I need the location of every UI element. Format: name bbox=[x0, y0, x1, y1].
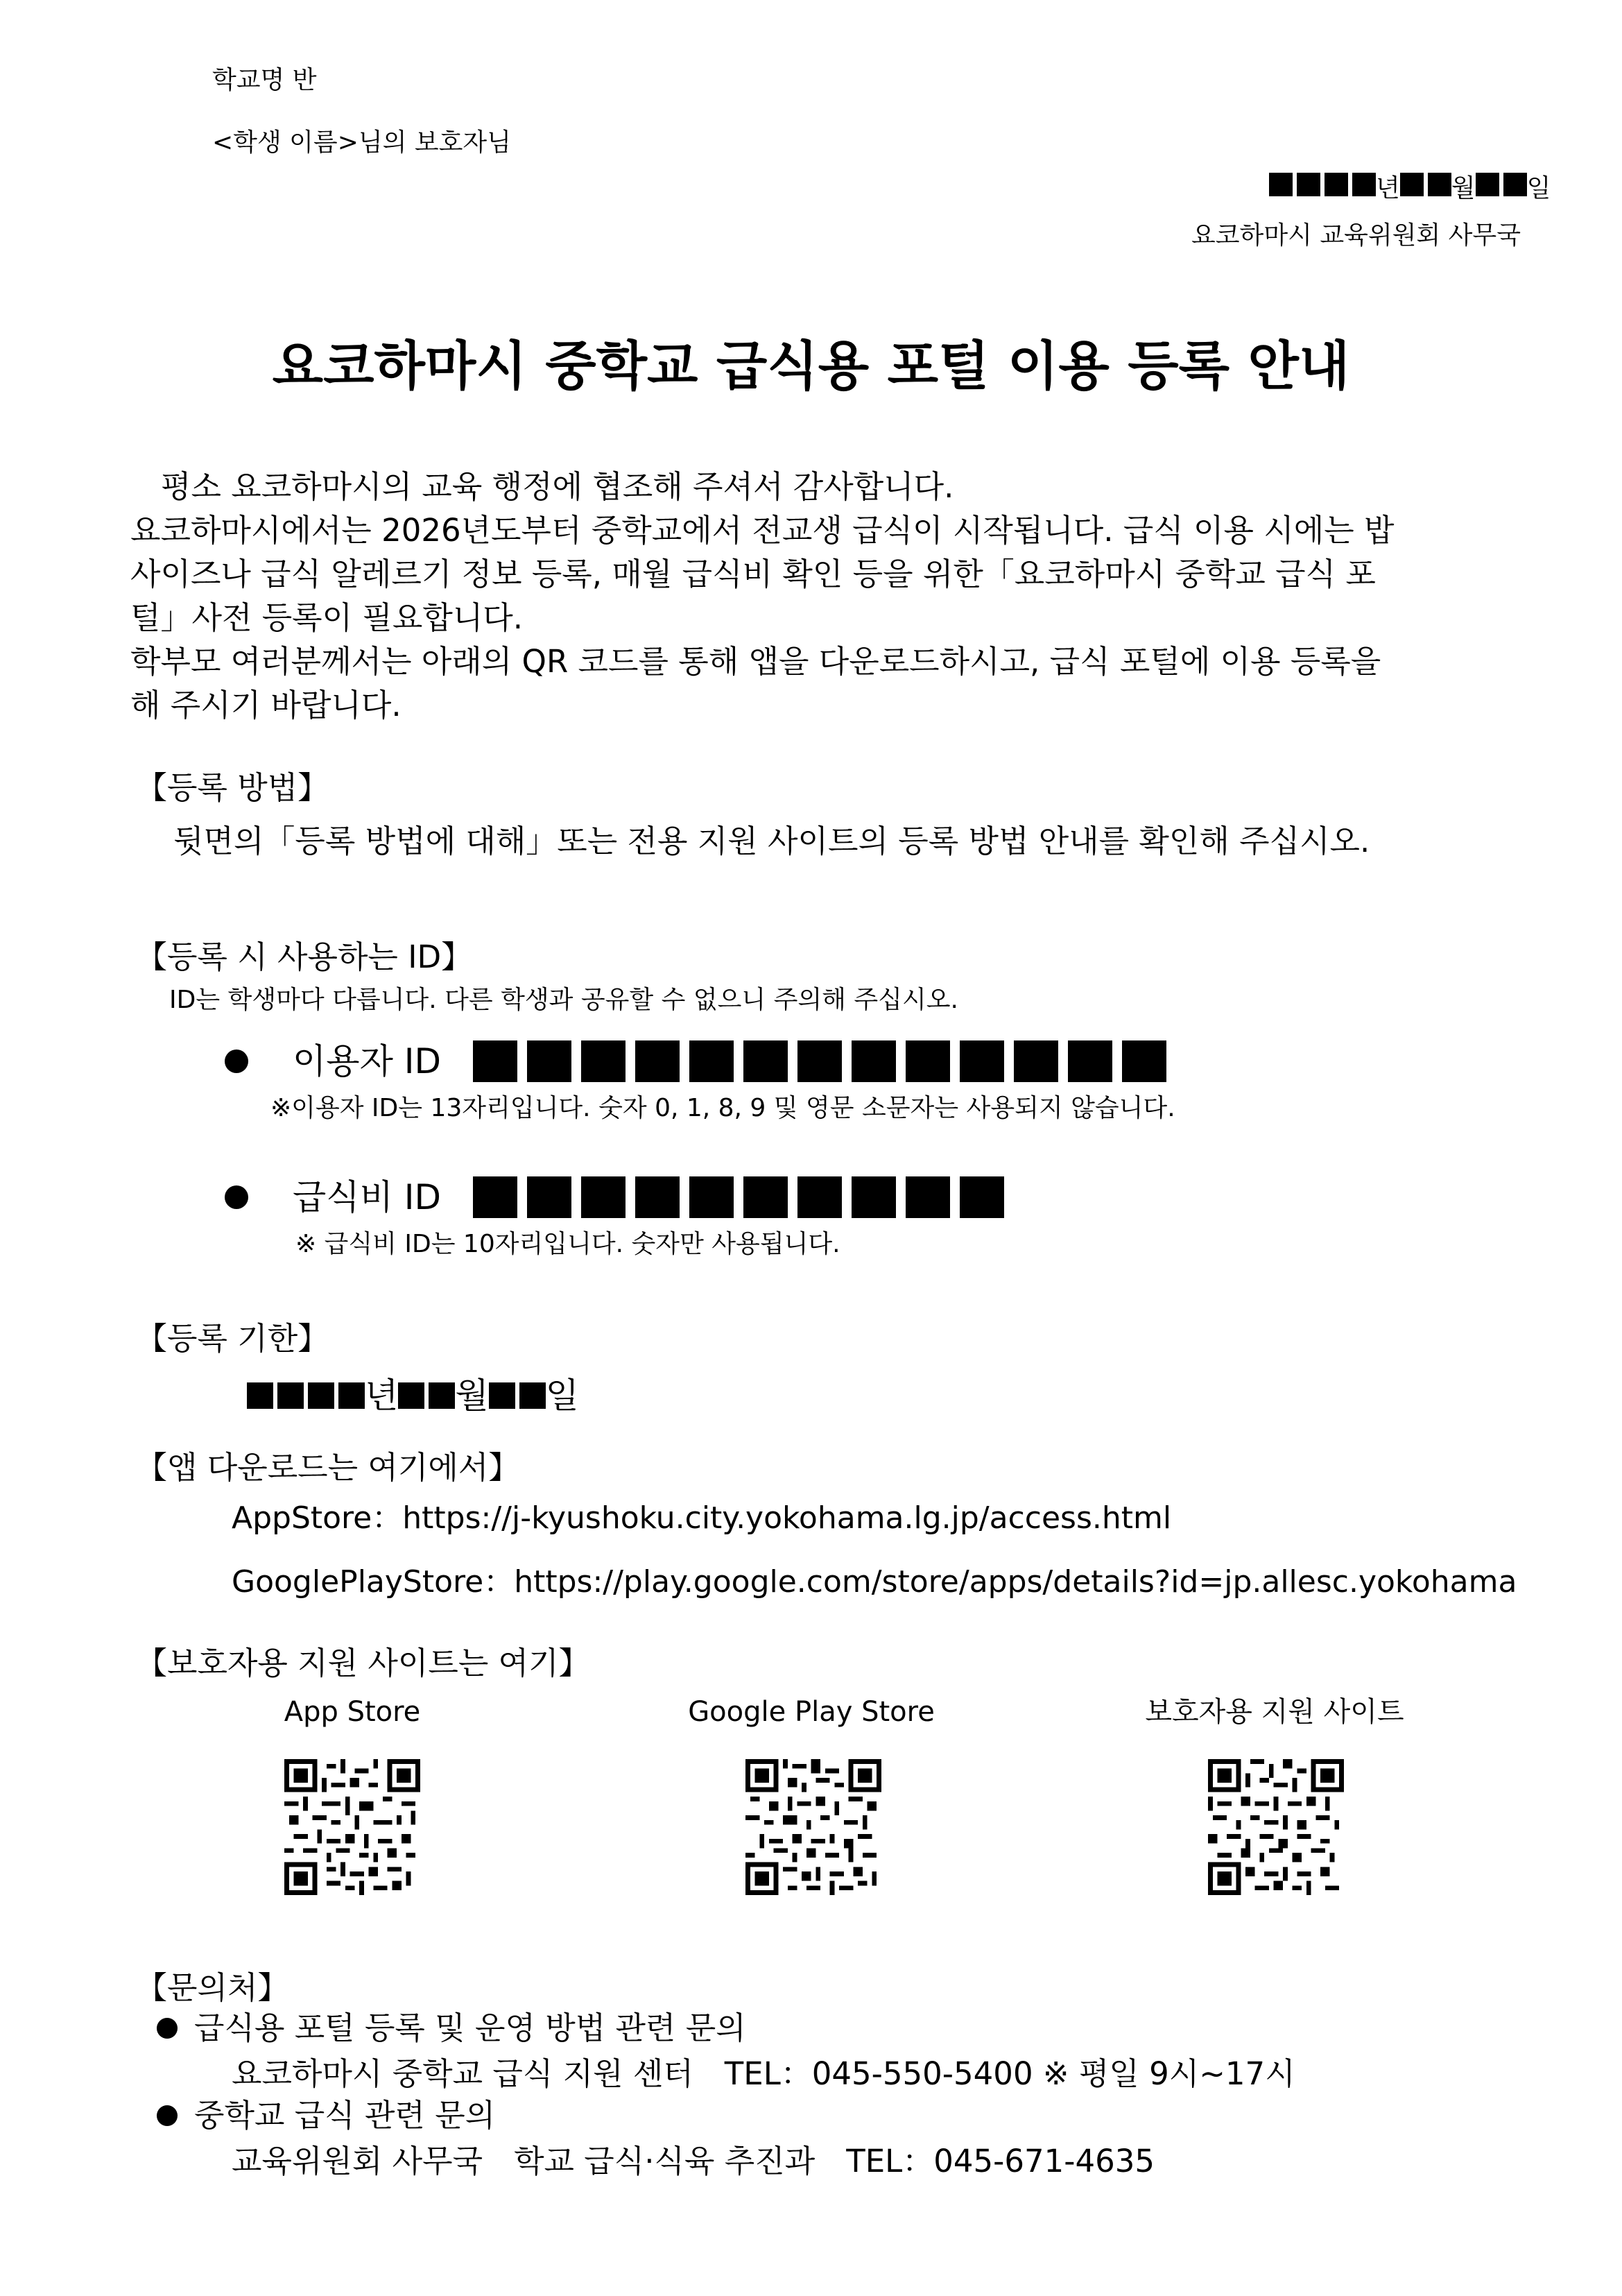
page-title: 요코하마시 중학교 급식용 포털 이용 등록 안내 bbox=[272, 335, 1350, 397]
intro-line: 평소 요코하마시의 교육 행정에 협조해 주셔서 감사합니다. bbox=[161, 468, 954, 505]
bullet-icon bbox=[225, 1050, 248, 1073]
intro-line: 해 주시기 바랍니다. bbox=[130, 687, 402, 723]
intro-line: 사이즈나 급식 알레르기 정보 등록, 매월 급식비 확인 등을 위한「요코하마시 중학교 급식 포 bbox=[130, 556, 1376, 592]
school-class-line: 학교명 반 bbox=[212, 66, 317, 94]
ids-note: ID는 학생마다 다릅니다. 다른 학생과 공유할 수 없으니 주의해 주십시오. bbox=[169, 986, 958, 1014]
intro-line: 학부모 여러분께서는 아래의 QR 코드를 통해 앱을 다운로드하시고, 급식 포털에 이용 등록을 bbox=[130, 643, 1381, 680]
qr-label-support-site: 보호자용 지원 사이트 bbox=[1145, 1696, 1404, 1728]
date-redacted bbox=[489, 1382, 546, 1409]
deadline-year-label: 년 bbox=[365, 1376, 399, 1416]
intro-line: 털」사전 등록이 필요합니다. bbox=[130, 599, 524, 636]
intro-line: 요코하마시에서는 2026년도부터 중학교에서 전교생 급식이 시작됩니다. 급식 이용 시에는 밥 bbox=[130, 512, 1395, 549]
issuer: 요코하마시 교육위원회 사무국 bbox=[1191, 221, 1521, 250]
issue-date bbox=[1269, 172, 1551, 205]
support-heading: 【보호자용 지원 사이트는 여기】 bbox=[136, 1645, 590, 1681]
qr-label-appstore: App Store bbox=[284, 1696, 421, 1728]
user-id-note: ※이용자 ID는 13자리입니다. 숫자 0, 1, 8, 9 및 영문 소문자는 사용되지 않습니다. bbox=[270, 1094, 1175, 1122]
contact-heading: 【문의처】 bbox=[136, 1969, 289, 2006]
user-id-redacted bbox=[473, 1040, 1166, 1082]
bullet-icon bbox=[157, 2018, 178, 2039]
deadline-day-label: 일 bbox=[545, 1376, 579, 1416]
bullet-icon bbox=[225, 1185, 248, 1209]
deadline-heading: 【등록 기한】 bbox=[136, 1320, 329, 1357]
qr-code-icon[interactable] bbox=[1208, 1759, 1344, 1895]
qr-label-googleplay: Google Play Store bbox=[688, 1696, 935, 1728]
date-redacted bbox=[1269, 173, 1376, 196]
deadline-month-label: 월 bbox=[455, 1376, 489, 1416]
meal-id-redacted bbox=[473, 1176, 1004, 1218]
meal-id-label: 급식비 ID bbox=[293, 1177, 442, 1217]
contact-item-detail: 교육위원회 사무국 학교 급식·식육 추진과 TEL：045-671-4635 bbox=[232, 2143, 1155, 2179]
appstore-link[interactable]: AppStore：https://j-kyushoku.city.yokohama.lg.jp/access.html bbox=[232, 1500, 1172, 1536]
date-redacted bbox=[247, 1382, 365, 1409]
googleplay-link[interactable]: GooglePlayStore：https://play.google.com/store/apps/details?id=jp.allesc.yokohama bbox=[232, 1564, 1517, 1600]
qr-code-icon[interactable] bbox=[284, 1759, 420, 1895]
user-id-row bbox=[225, 1040, 1166, 1082]
contact-item-title: 급식용 포털 등록 및 운영 방법 관련 문의 bbox=[194, 2010, 746, 2046]
date-month-label: 월 bbox=[1451, 174, 1476, 203]
deadline-date bbox=[247, 1373, 579, 1418]
registration-method-heading: 【등록 방법】 bbox=[136, 769, 329, 806]
ids-heading: 【등록 시 사용하는 ID】 bbox=[136, 939, 473, 975]
date-day-label: 일 bbox=[1526, 174, 1551, 203]
user-id-label: 이용자 ID bbox=[293, 1041, 442, 1081]
qr-code-icon[interactable] bbox=[745, 1759, 881, 1895]
guardian-line: <학생 이름>님의 보호자님 bbox=[212, 128, 511, 157]
meal-id-row bbox=[225, 1176, 1004, 1218]
meal-id-note: ※ 급식비 ID는 10자리입니다. 숫자만 사용됩니다. bbox=[295, 1230, 840, 1258]
contact-item bbox=[157, 2095, 495, 2136]
date-year-label: 년 bbox=[1376, 174, 1400, 203]
contact-item-detail: 요코하마시 중학교 급식 지원 센터 TEL：045-550-5400 ※ 평일 9시~17시 bbox=[232, 2055, 1295, 2092]
date-redacted bbox=[1476, 173, 1527, 196]
contact-item-title: 중학교 급식 관련 문의 bbox=[194, 2097, 496, 2134]
date-redacted bbox=[1400, 173, 1451, 196]
bullet-icon bbox=[157, 2105, 178, 2126]
download-heading: 【앱 다운로드는 여기에서】 bbox=[136, 1449, 520, 1486]
registration-method-text: 뒷면의「등록 방법에 대해」또는 전용 지원 사이트의 등록 방법 안내를 확인해 주십시오. bbox=[173, 823, 1370, 859]
date-redacted bbox=[398, 1382, 455, 1409]
contact-item bbox=[157, 2007, 746, 2049]
